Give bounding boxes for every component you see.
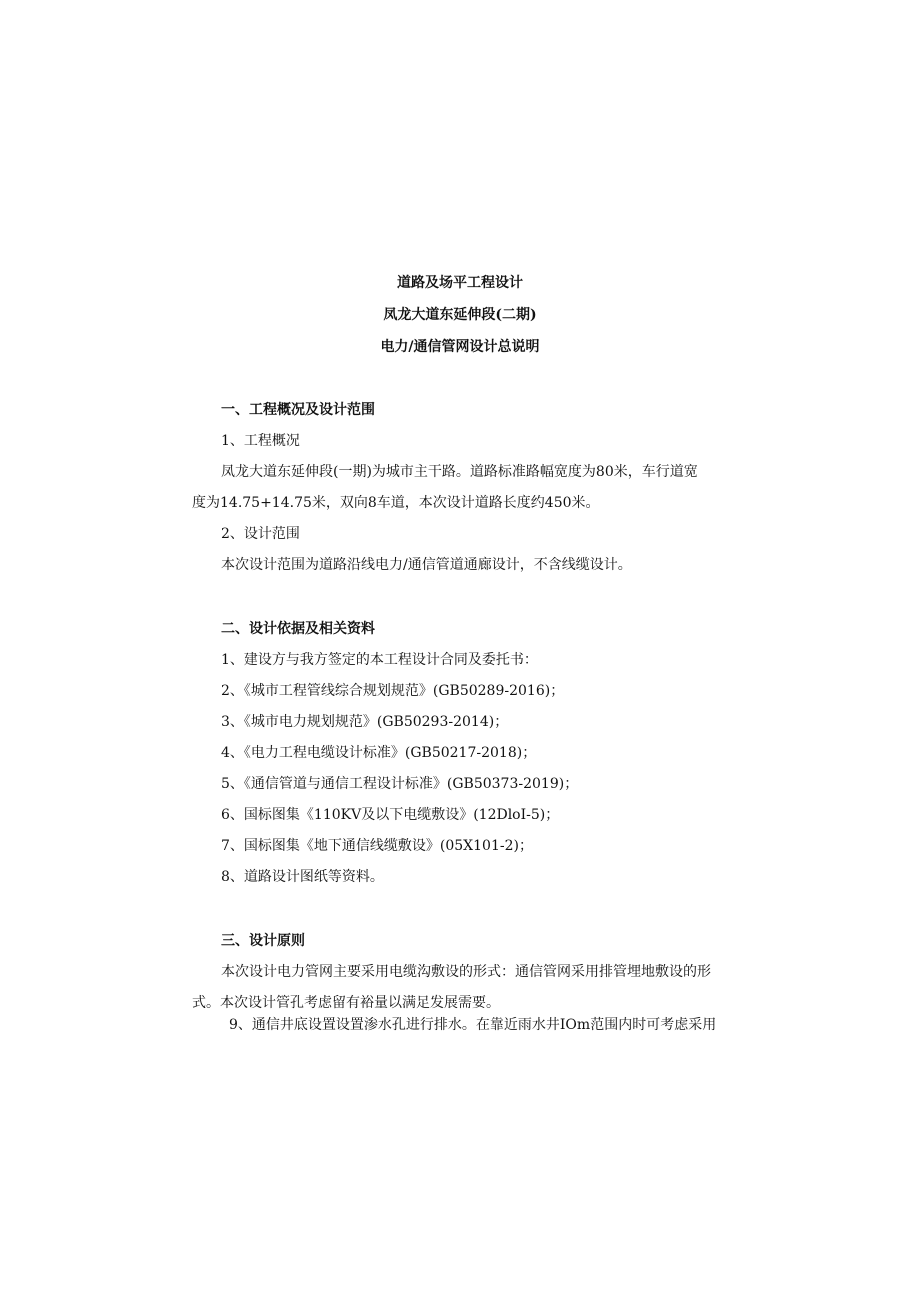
section-1-subheading-overview: 1、工程概况 <box>221 433 300 449</box>
reference-list-item: 5、《通信管道与通信工程设计标准》(GB50373-2019)； <box>221 776 579 792</box>
reference-list-item: 8、道路设计图纸等资料。 <box>221 869 384 885</box>
principles-paragraph-line-2: 式。本次设计管孔考虑留有裕量以满足发展需要。 <box>192 995 500 1011</box>
reference-list-item: 7、国标图集《地下通信线缆敷设》(05X101-2)； <box>221 838 533 854</box>
document-title-2: 凤龙大道东延伸段(二期) <box>383 307 537 323</box>
overview-paragraph-line-2: 度为14.75+14.75米，双向8车道，本次设计道路长度约450米。 <box>192 495 600 511</box>
section-3-heading: 三、设计原则 <box>221 933 305 949</box>
reference-list-item: 4、《电力工程电缆设计标准》(GB50217-2018)； <box>221 745 537 761</box>
drainage-paragraph-line-1: 9、通信井底设置设置渗水孔进行排水。在靠近雨水井IOm范围内时可考虑采用 <box>229 1017 717 1033</box>
reference-list-item: 2、《城市工程管线综合规划规范》(GB50289-2016)； <box>221 683 565 699</box>
section-1-subheading-scope: 2、设计范围 <box>221 526 300 542</box>
reference-list-item: 1、建设方与我方签定的本工程设计合同及委托书： <box>221 652 538 668</box>
principles-paragraph-line-1: 本次设计电力管网主要采用电缆沟敷设的形式：通信管网采用排管埋地敷设的形 <box>221 964 711 980</box>
overview-paragraph-line-1: 凤龙大道东延伸段(一期)为城市主干路。道路标准路幅宽度为80米，车行道宽 <box>221 464 698 480</box>
document-title-3: 电力/通信管网设计总说明 <box>380 339 540 355</box>
section-1-heading: 一、工程概况及设计范围 <box>221 402 375 418</box>
document-title-1: 道路及场平工程设计 <box>397 275 523 291</box>
reference-list-item: 6、国标图集《110KV及以下电缆敷设》(12DloI-5)； <box>221 807 560 823</box>
section-2-heading: 二、设计依据及相关资料 <box>221 621 375 637</box>
reference-list-item: 3、《城市电力规划规范》(GB50293-2014)； <box>221 714 509 730</box>
scope-paragraph: 本次设计范围为道路沿线电力/通信管道通廊设计，不含线缆设计。 <box>221 557 632 573</box>
